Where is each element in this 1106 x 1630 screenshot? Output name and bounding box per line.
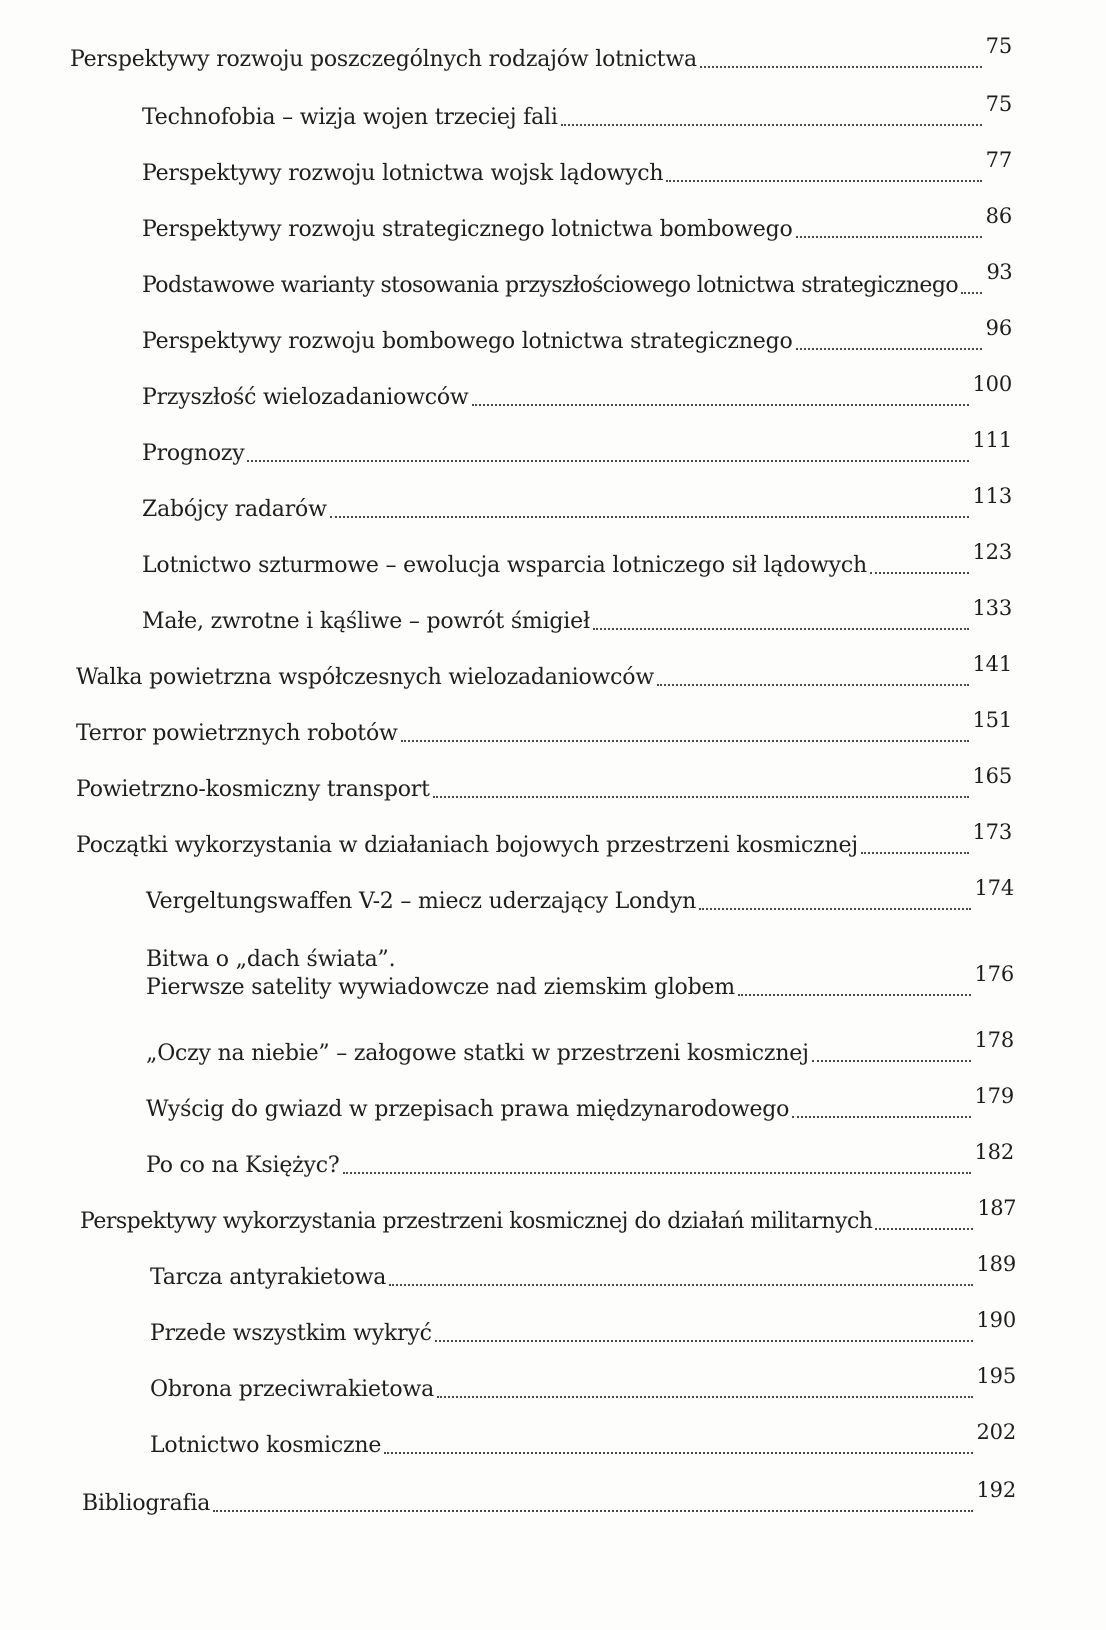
dot-leader	[384, 1452, 972, 1454]
dot-leader	[861, 852, 969, 854]
dot-leader	[792, 1116, 970, 1118]
toc-entry	[150, 1252, 1016, 1292]
toc-entry-page: 77	[985, 148, 1012, 172]
dot-leader	[433, 796, 969, 798]
toc-entry-page: 86	[985, 204, 1012, 228]
dot-leader	[961, 292, 982, 294]
dot-leader	[561, 124, 982, 126]
dot-leader	[389, 1284, 972, 1286]
dot-leader	[401, 740, 969, 742]
toc-entry	[146, 1028, 1014, 1068]
toc-entry-page: 113	[972, 484, 1012, 508]
toc-entry-page: 133	[972, 596, 1012, 620]
toc-entry	[70, 34, 1012, 74]
toc-entry-title: Lotnictwo kosmiczne	[150, 1433, 382, 1458]
dot-leader	[437, 1396, 973, 1398]
toc-entry-page: 176	[974, 962, 1014, 986]
toc-entry	[146, 946, 1014, 1002]
dot-leader	[796, 236, 982, 238]
dot-leader	[247, 460, 968, 462]
toc-entry-title: Perspektywy rozwoju bombowego lotnictwa strategicznego	[142, 329, 793, 354]
toc-entry	[76, 820, 1012, 860]
toc-entry	[80, 1196, 1016, 1236]
toc-entry	[142, 148, 1012, 188]
toc-entry-page: 182	[974, 1140, 1014, 1164]
toc-entry-title: Technofobia – wizja wojen trzeciej fali	[142, 105, 558, 130]
toc-entry-title: Perspektywy rozwoju poszczególnych rodzajów lotnictwa	[70, 47, 697, 72]
dot-leader	[435, 1340, 973, 1342]
toc-entry-title: Przede wszystkim wykryć	[150, 1321, 432, 1346]
toc-entry	[142, 92, 1012, 132]
toc-entry-page: 100	[972, 372, 1012, 396]
toc-entry-title: Tarcza antyrakietowa	[150, 1265, 387, 1290]
dot-leader	[472, 404, 969, 406]
toc-entry	[76, 708, 1012, 748]
toc-entry	[146, 876, 1014, 916]
toc-entry-title: Bibliografia	[82, 1491, 211, 1516]
toc-entry-page: 173	[972, 820, 1012, 844]
toc-entry-page: 165	[972, 764, 1012, 788]
toc-entry	[82, 1478, 1016, 1518]
toc-entry-title	[146, 946, 735, 1002]
toc-entry-title: Po co na Księżyc?	[146, 1153, 340, 1178]
toc-entry	[146, 1140, 1014, 1180]
dot-leader	[330, 516, 969, 518]
dot-leader	[699, 908, 970, 910]
toc-entry	[142, 372, 1012, 412]
toc-entry-title: Małe, zwrotne i kąśliwe – powrót śmigieł	[142, 609, 590, 634]
toc-entry	[76, 764, 1012, 804]
toc-entry	[146, 1084, 1014, 1124]
toc-entry-page: 96	[985, 316, 1012, 340]
toc-entry-title: Lotnictwo szturmowe – ewolucja wsparcia lotniczego sił lądowych	[142, 553, 868, 578]
toc-entry-title: „Oczy na niebie” – załogowe statki w przestrzeni kosmicznej	[146, 1041, 809, 1066]
toc-entry-title: Perspektywy wykorzystania przestrzeni kosmicznej do działań militarnych	[80, 1209, 873, 1234]
toc-entry	[142, 316, 1012, 356]
toc-entry-page: 189	[976, 1252, 1016, 1276]
toc-entry-page: 111	[972, 428, 1012, 452]
toc-entry-page: 178	[974, 1028, 1014, 1052]
toc-entry-page: 151	[972, 708, 1012, 732]
dot-leader	[738, 994, 971, 996]
dot-leader	[343, 1172, 971, 1174]
toc-entry	[150, 1364, 1016, 1404]
toc-entry-page: 123	[972, 540, 1012, 564]
toc-entry-page: 179	[974, 1084, 1014, 1108]
toc-entry-page: 174	[974, 876, 1014, 900]
dot-leader	[657, 684, 969, 686]
toc-entry-title: Podstawowe warianty stosowania przyszłościowego lotnictwa strategicznego	[142, 273, 958, 298]
toc-entry-title: Terror powietrznych robotów	[76, 721, 398, 746]
toc-entry-title-line: Bitwa o „dach świata”.	[146, 947, 396, 972]
toc-entry-page: 75	[985, 92, 1012, 116]
toc-entry-title: Wyścig do gwiazd w przepisach prawa międzynarodowego	[146, 1097, 790, 1122]
toc-entry	[150, 1308, 1016, 1348]
dot-leader	[593, 628, 969, 630]
toc-entry	[142, 540, 1012, 580]
toc-entry	[150, 1420, 1016, 1460]
toc-entry-page: 187	[977, 1196, 1016, 1220]
dot-leader	[812, 1060, 971, 1062]
toc-entry-title: Perspektywy rozwoju strategicznego lotnictwa bombowego	[142, 217, 793, 242]
toc-entry-title: Zabójcy radarów	[142, 497, 327, 522]
toc-entry	[142, 260, 1012, 300]
toc-entry-title: Perspektywy rozwoju lotnictwa wojsk lądowych	[142, 161, 664, 186]
toc-entry-page: 75	[985, 34, 1012, 58]
dot-leader	[666, 180, 981, 182]
toc-entry-title: Powietrzno-kosmiczny transport	[76, 777, 430, 802]
toc-entry	[76, 652, 1012, 692]
dot-leader	[796, 348, 982, 350]
toc-entry-page: 93	[986, 260, 1012, 284]
toc-entry	[142, 484, 1012, 524]
toc-entry-title: Prognozy	[142, 441, 245, 466]
toc-entry-title: Walka powietrzna współczesnych wielozadaniowców	[76, 665, 654, 690]
dot-leader	[700, 66, 982, 68]
toc-entry-page: 192	[976, 1478, 1016, 1502]
toc-entry-page: 141	[972, 652, 1012, 676]
toc-entry-page: 195	[976, 1364, 1016, 1388]
toc-entry	[142, 428, 1012, 468]
toc-entry-title: Vergeltungswaffen V-2 – miecz uderzający Londyn	[146, 889, 697, 914]
toc-entry-title-line: Pierwsze satelity wywiadowcze nad ziemskim globem	[146, 975, 735, 1000]
toc-entry-title: Obrona przeciwrakietowa	[150, 1377, 435, 1402]
toc-entry-page: 202	[976, 1420, 1016, 1444]
toc-entry-title: Przyszłość wielozadaniowców	[142, 385, 469, 410]
toc-entry	[142, 204, 1012, 244]
dot-leader	[875, 1228, 973, 1230]
toc-entry-title: Początki wykorzystania w działaniach bojowych przestrzeni kosmicznej	[76, 833, 858, 858]
dot-leader	[213, 1510, 972, 1512]
toc-entry	[142, 596, 1012, 636]
toc-entry-page: 190	[976, 1308, 1016, 1332]
dot-leader	[870, 572, 969, 574]
